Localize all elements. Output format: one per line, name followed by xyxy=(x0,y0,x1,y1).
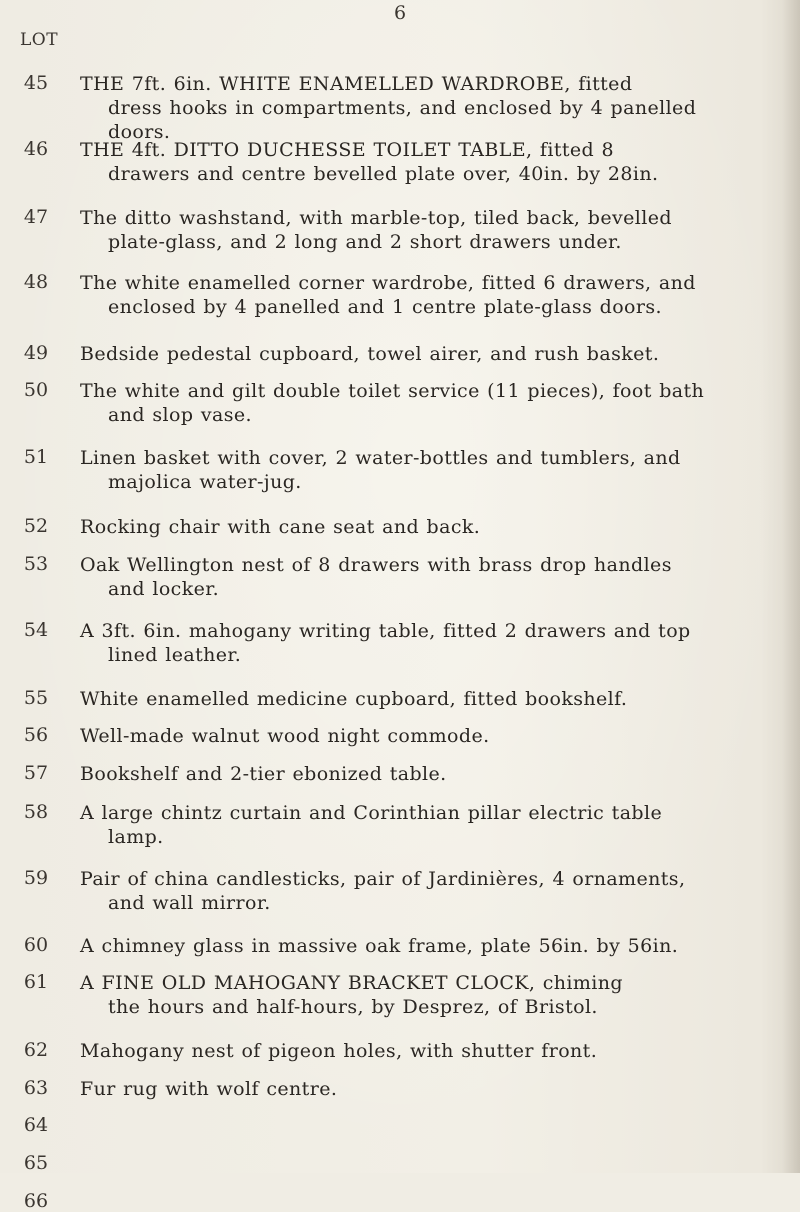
lot-number: 51 xyxy=(23,446,49,468)
lot-description-line: Rocking chair with cane seat and back. xyxy=(80,516,481,538)
lot-number: 49 xyxy=(23,342,49,364)
lot-description-line: enclosed by 4 panelled and 1 centre plate-glass doors. xyxy=(108,296,662,318)
lot-description xyxy=(80,206,770,254)
lot-number: 46 xyxy=(23,138,49,160)
lot-description xyxy=(80,801,770,849)
lot-description xyxy=(80,379,770,427)
lot-number: 55 xyxy=(23,687,49,709)
lot-column-header: LOT xyxy=(20,30,59,50)
lot-number: 45 xyxy=(23,72,49,94)
lot-description-line: majolica water-jug. xyxy=(108,471,302,493)
lot-description-line: Fur rug with wolf centre. xyxy=(80,1078,338,1100)
lot-number: 60 xyxy=(23,934,49,956)
lot-description xyxy=(80,553,770,601)
lot-description-line: drawers and centre bevelled plate over, 40in. by 28in. xyxy=(108,163,659,185)
lot-description-line: The white and gilt double toilet service (11 pieces), foot bath xyxy=(80,380,705,402)
lot-description-line: doors. xyxy=(108,121,171,143)
lot-description-line: A chimney glass in massive oak frame, plate 56in. by 56in. xyxy=(80,935,679,957)
lot-description-line: dress hooks in compartments, and enclosed by 4 panelled xyxy=(108,97,697,119)
lot-description-line: A FINE OLD MAHOGANY BRACKET CLOCK, chiming xyxy=(80,972,623,994)
lot-description-line: Bookshelf and 2-tier ebonized table. xyxy=(80,763,447,785)
lot-number: 62 xyxy=(23,1039,49,1061)
lot-description-line: lined leather. xyxy=(108,644,242,666)
lot-number: 59 xyxy=(23,867,49,889)
lot-description-line: THE 4ft. DITTO DUCHESSE TOILET TABLE, fitted 8 xyxy=(80,139,615,161)
lot-description-line: and slop vase. xyxy=(108,404,252,426)
lot-description-line: plate-glass, and 2 long and 2 short drawers under. xyxy=(108,231,622,253)
lot-number: 58 xyxy=(23,801,49,823)
lot-description xyxy=(80,515,770,539)
lot-description-line: THE 7ft. 6in. WHITE ENAMELLED WARDROBE, fitted xyxy=(80,73,633,95)
lot-number: 48 xyxy=(23,271,49,293)
lot-description xyxy=(80,138,770,186)
lot-description-line: Bedside pedestal cupboard, towel airer, and rush basket. xyxy=(80,343,660,365)
lot-number: 63 xyxy=(23,1077,49,1099)
lot-description xyxy=(80,762,770,786)
lot-description-line: The ditto washstand, with marble-top, tiled back, bevelled xyxy=(80,207,672,229)
lot-description xyxy=(80,446,770,494)
lot-description xyxy=(80,934,770,958)
lot-description xyxy=(80,72,770,144)
lot-description-line: Oak Wellington nest of 8 drawers with brass drop handles xyxy=(80,554,672,576)
lot-description xyxy=(80,867,770,915)
lot-description xyxy=(80,724,770,748)
lot-description-line: Linen basket with cover, 2 water-bottles and tumblers, and xyxy=(80,447,681,469)
lot-description-line: A 3ft. 6in. mahogany writing table, fitted 2 drawers and top xyxy=(80,620,691,642)
lot-number: 53 xyxy=(23,553,49,575)
lot-number: 47 xyxy=(23,206,49,228)
lot-description xyxy=(80,971,770,1019)
lot-number: 52 xyxy=(23,515,49,537)
lot-number: 54 xyxy=(23,619,49,641)
page-edge-shadow xyxy=(782,0,800,1173)
lot-description-line: Pair of china candlesticks, pair of Jardinières, 4 ornaments, xyxy=(80,868,686,890)
lot-description xyxy=(80,687,770,711)
lot-description-line: and locker. xyxy=(108,578,220,600)
lot-description xyxy=(80,619,770,667)
lot-description-line: A large chintz curtain and Corinthian pillar electric table xyxy=(80,802,663,824)
lot-description xyxy=(80,342,770,366)
page-number: 6 xyxy=(393,2,407,24)
lot-number: 57 xyxy=(23,762,49,784)
lot-number: 50 xyxy=(23,379,49,401)
lot-description xyxy=(80,1039,770,1063)
lot-number: 65 xyxy=(23,1152,49,1174)
lot-number: 66 xyxy=(23,1190,49,1212)
lot-description-line: and wall mirror. xyxy=(108,892,271,914)
lot-number: 61 xyxy=(23,971,49,993)
lot-description-line: White enamelled medicine cupboard, fitted bookshelf. xyxy=(80,688,628,710)
lot-number: 56 xyxy=(23,724,49,746)
lot-description-line: The white enamelled corner wardrobe, fitted 6 drawers, and xyxy=(80,272,696,294)
lot-description xyxy=(80,271,770,319)
lot-description xyxy=(80,1077,770,1101)
lot-description-line: Mahogany nest of pigeon holes, with shutter front. xyxy=(80,1040,598,1062)
lot-number: 64 xyxy=(23,1114,49,1136)
lot-description-line: the hours and half-hours, by Desprez, of Bristol. xyxy=(108,996,598,1018)
lot-description-line: Well-made walnut wood night commode. xyxy=(80,725,490,747)
lot-description-line: lamp. xyxy=(108,826,164,848)
